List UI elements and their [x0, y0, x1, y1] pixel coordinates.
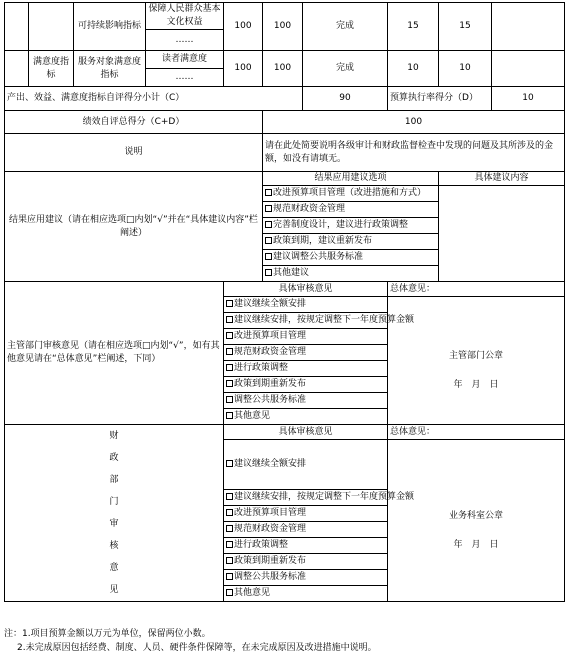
- result-use-col1: 结果应用建议选项: [263, 172, 439, 186]
- finance-stamp-area: [388, 440, 565, 602]
- result-option[interactable]: 规范财政资金管理: [263, 202, 439, 218]
- table-row: [5, 3, 565, 30]
- indicator-detail: 读者满意度: [146, 51, 224, 69]
- result-use-col2: 具体建议内容: [439, 172, 565, 186]
- checkbox[interactable]: [265, 237, 272, 244]
- suggestion-content[interactable]: [439, 186, 565, 282]
- footnotes: [4, 627, 564, 655]
- finance-option[interactable]: 进行政策调整: [224, 538, 388, 554]
- checkbox[interactable]: [265, 253, 272, 260]
- finance-option[interactable]: 政策到期重新发布: [224, 554, 388, 570]
- target-value: 100: [224, 51, 263, 87]
- subtotal-row: [5, 87, 565, 111]
- finance-review-label-cell: [5, 425, 224, 602]
- checkbox[interactable]: [226, 493, 233, 500]
- ellipsis: ……: [146, 30, 224, 51]
- dept-option[interactable]: 建议继续全额安排: [224, 297, 388, 313]
- finance-option[interactable]: 其他意见: [224, 586, 388, 602]
- checkbox[interactable]: [226, 541, 233, 548]
- actual-value: 100: [263, 51, 303, 87]
- dept-option[interactable]: 进行政策调整: [224, 361, 388, 377]
- subtotal-label: 产出、效益、满意度指标自评得分小计（C）: [5, 87, 303, 111]
- finance-date: 年 月 日: [453, 539, 499, 550]
- finance-review-col1: 具体审核意见: [224, 425, 388, 440]
- explain-label: 说明: [5, 134, 263, 172]
- dept-review-label: 主管部门审核意见（请在相应选项□内划“√”，如有其他意见请在“总体意见”栏阐述，下同）: [5, 282, 224, 425]
- checkbox[interactable]: [226, 412, 233, 419]
- dept-option[interactable]: 建议继续安排，按规定调整下一年度预算金额: [224, 313, 388, 329]
- checkbox[interactable]: [265, 189, 272, 196]
- blank-cell: [492, 3, 565, 51]
- total-value: 100: [263, 111, 565, 134]
- total-row: [5, 111, 565, 134]
- result-use-header-row: [5, 172, 565, 186]
- dept-option[interactable]: 规范财政资金管理: [224, 345, 388, 361]
- result-option[interactable]: 完善制度设计，建议进行政策调整: [263, 218, 439, 234]
- checkbox[interactable]: [226, 589, 233, 596]
- checkbox[interactable]: [226, 364, 233, 371]
- finance-stamp: 业务科室公章: [449, 510, 504, 521]
- explain-text: 请在此处简要说明各级审计和财政监督检查中发现的问题及其所涉及的金额，如没有请填无。: [263, 134, 565, 172]
- note-1: 注：1.项目预算金额以万元为单位，保留两位小数。: [4, 629, 211, 639]
- checkbox[interactable]: [226, 557, 233, 564]
- finance-review-col2: 总体意见：: [388, 425, 565, 440]
- finance-option[interactable]: 改进预算项目管理: [224, 506, 388, 522]
- dept-option[interactable]: 改进预算项目管理: [224, 329, 388, 345]
- checkbox[interactable]: [226, 573, 233, 580]
- checkbox[interactable]: [226, 460, 233, 467]
- finance-option[interactable]: 建议继续全额安排: [224, 440, 388, 490]
- finance-option[interactable]: 调整公共服务标准: [224, 570, 388, 586]
- table-row: [5, 51, 565, 69]
- result-option[interactable]: 政策到期，建议重新发布: [263, 234, 439, 250]
- dept-option[interactable]: 政策到期重新发布: [224, 377, 388, 393]
- explain-row: [5, 134, 565, 172]
- dept-review-col1: 具体审核意见: [224, 282, 388, 297]
- score-value: 10: [439, 51, 492, 87]
- total-label: 绩效自评总得分（C+D）: [5, 111, 263, 134]
- note-2: 2.未完成原因包括经费、制度、人员、硬件条件保障等，在未完成原因及改进措施中说明。: [17, 643, 377, 653]
- result-option[interactable]: 其他建议: [263, 266, 439, 282]
- checkbox[interactable]: [226, 332, 233, 339]
- indicator-name: 服务对象满意度指标: [74, 51, 146, 87]
- status: 完成: [303, 3, 388, 51]
- target-value: 100: [224, 3, 263, 51]
- checkbox[interactable]: [226, 396, 233, 403]
- status: 完成: [303, 51, 388, 87]
- dept-option[interactable]: 调整公共服务标准: [224, 393, 388, 409]
- indicator-category: 满意度指标: [29, 51, 74, 87]
- checkbox[interactable]: [226, 380, 233, 387]
- indicator-detail: 保障人民群众基本文化权益: [146, 3, 224, 30]
- blank-cell: [5, 3, 29, 51]
- result-use-label: 结果应用建议（请在相应选项□内划“√”并在“具体建议内容”栏阐述）: [5, 172, 263, 282]
- dept-stamp-area: [388, 297, 565, 425]
- ellipsis: ……: [146, 69, 224, 87]
- score-value: 15: [439, 3, 492, 51]
- dept-option[interactable]: 其他意见: [224, 409, 388, 425]
- score-weight: 10: [388, 51, 439, 87]
- finance-review-header-row: [5, 425, 565, 440]
- blank-cell: [492, 51, 565, 87]
- finance-option[interactable]: 建议继续安排，按规定调整下一年度预算金额: [224, 490, 388, 506]
- budget-score-label: 预算执行率得分（D）: [388, 87, 492, 111]
- dept-review-header-row: [5, 282, 565, 297]
- result-option[interactable]: 改进预算项目管理（改进措施和方式）: [263, 186, 439, 202]
- finance-review-label: 财政部门审核意见: [109, 431, 119, 595]
- indicator-name: 可持续影响指标: [74, 3, 146, 51]
- finance-option[interactable]: 规范财政资金管理: [224, 522, 388, 538]
- blank-cell: [29, 3, 74, 51]
- checkbox[interactable]: [226, 300, 233, 307]
- subtotal-value: 90: [303, 87, 388, 111]
- checkbox[interactable]: [226, 525, 233, 532]
- dept-date: 年 月 日: [453, 379, 499, 390]
- checkbox[interactable]: [226, 509, 233, 516]
- checkbox[interactable]: [226, 348, 233, 355]
- actual-value: 100: [263, 3, 303, 51]
- checkbox[interactable]: [226, 316, 233, 323]
- score-weight: 15: [388, 3, 439, 51]
- budget-score-value: 10: [492, 87, 565, 111]
- evaluation-table: [4, 2, 565, 602]
- dept-stamp: 主管部门公章: [449, 350, 504, 361]
- checkbox[interactable]: [265, 205, 272, 212]
- dept-review-col2: 总体意见：: [388, 282, 565, 297]
- blank-cell: [5, 51, 29, 87]
- result-option[interactable]: 建议调整公共服务标准: [263, 250, 439, 266]
- checkbox[interactable]: [265, 221, 272, 228]
- checkbox[interactable]: [265, 269, 272, 276]
